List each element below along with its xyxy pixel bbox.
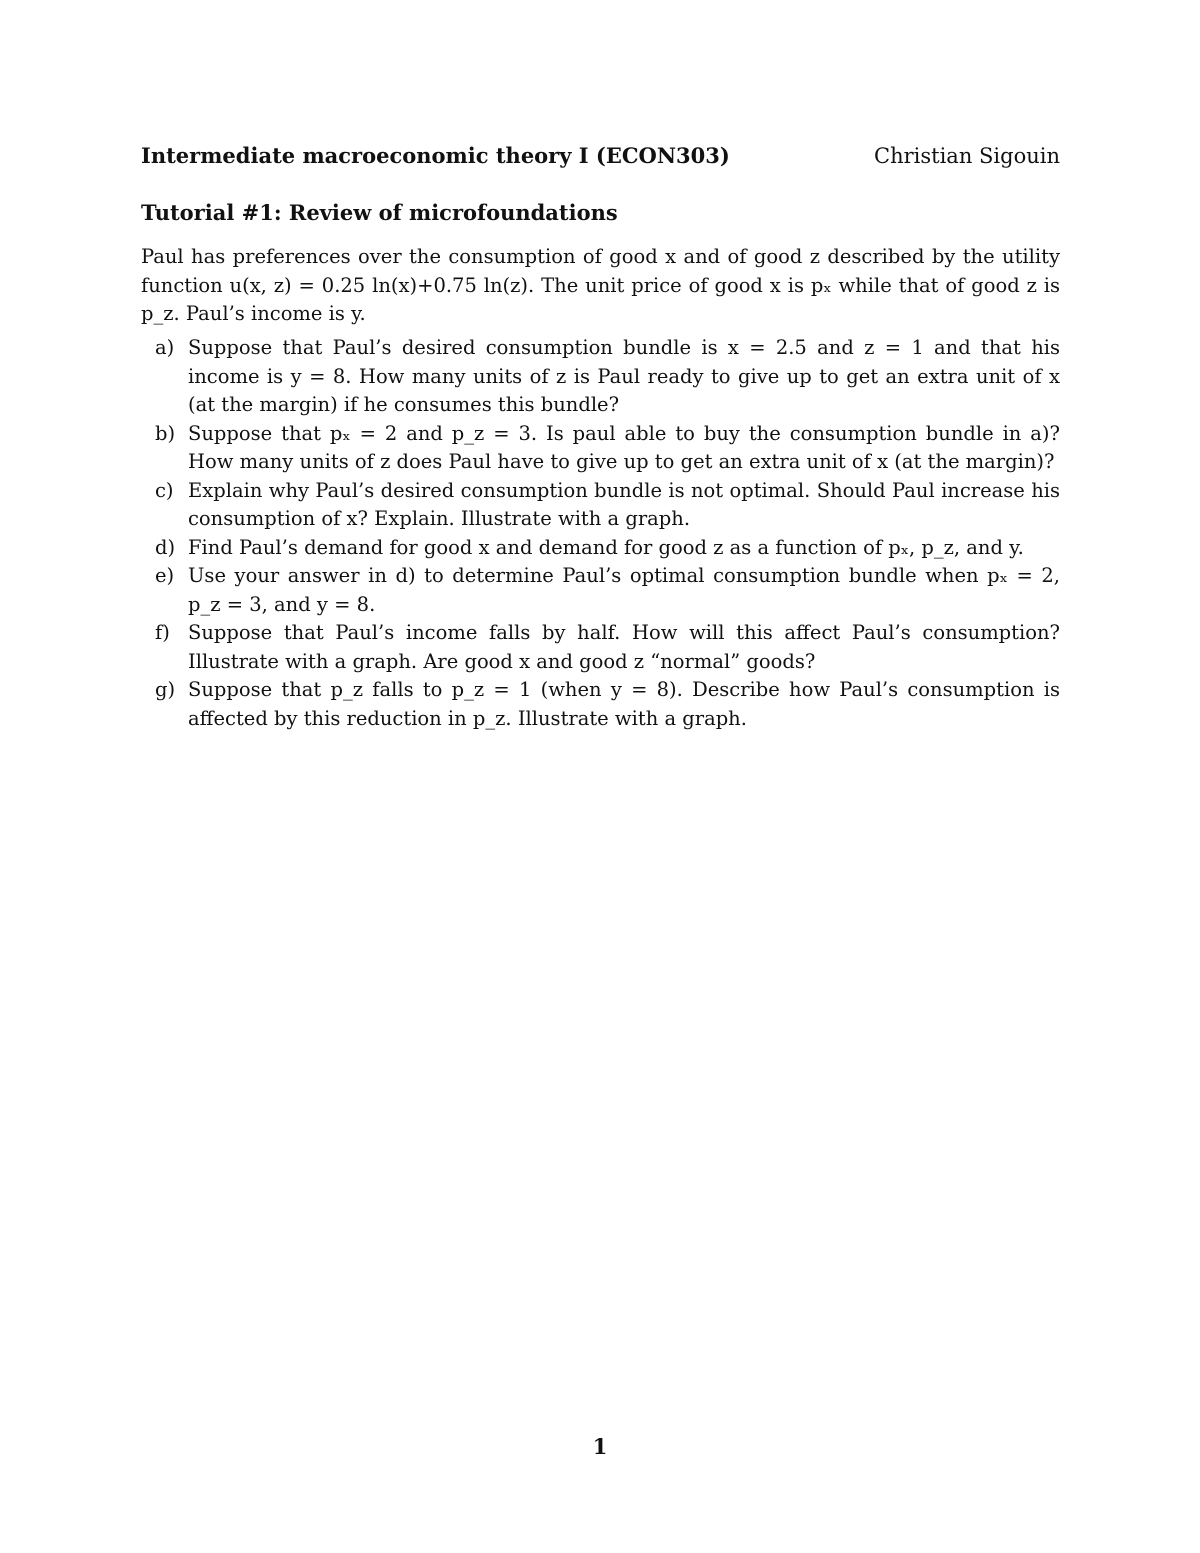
question-text: Suppose that pₓ = 2 and p_z = 3. Is paul able to buy the consumption bundle in a)? How many units of z does Paul have to give up to get an extra unit of x (at the margin)? [188, 421, 1060, 473]
question-g [141, 676, 1060, 733]
question-marker: b) [155, 421, 176, 445]
question-c [141, 477, 1060, 534]
course-title: Intermediate macroeconomic theory I (ECON303) [141, 143, 730, 168]
question-e [141, 562, 1060, 619]
question-d [141, 534, 1060, 563]
question-marker: f) [155, 621, 170, 644]
question-marker: e) [155, 564, 175, 587]
question-text: Suppose that Paul’s income falls by half. How will this affect Paul’s consumption? Illustrate with a graph. Are good x and good z “normal” goods? [188, 621, 1060, 673]
question-list [141, 334, 1060, 733]
question-b [141, 420, 1060, 477]
question-text: Use your answer in d) to determine Paul’s optimal consumption bundle when pₓ = 2, p_z = 3, and y = 8. [188, 564, 1060, 616]
question-a [141, 334, 1060, 420]
page-number: 1 [592, 1434, 608, 1459]
question-marker: g) [155, 678, 176, 701]
question-f [141, 619, 1060, 676]
author-name: Christian Sigouin [874, 144, 1060, 168]
question-marker: c) [155, 478, 174, 502]
question-text: Explain why Paul’s desired consumption bundle is not optimal. Should Paul increase his consumption of x? Explain. Illustrate with a graph. [188, 478, 1060, 530]
question-text: Find Paul’s demand for good x and demand for good z as a function of pₓ, p_z, and y. [188, 535, 1024, 559]
question-marker: a) [155, 336, 175, 359]
document-header [141, 143, 1060, 168]
tutorial-title: Tutorial #1: Review of microfoundations [141, 200, 618, 225]
question-marker: d) [155, 535, 176, 559]
intro-paragraph: Paul has preferences over the consumption of good x and of good z described by the utility function u(x, z) = 0.25 ln(x)+0.75 ln(z). The unit price of good x is pₓ while that of good z is p_z. Paul’s income is y. [141, 245, 1060, 325]
question-text: Suppose that Paul’s desired consumption bundle is x = 2.5 and z = 1 and that his income is y = 8. How many units of z is Paul ready to give up to get an extra unit of x (at the margin) if he consumes this bundle? [188, 336, 1060, 416]
question-text: Suppose that p_z falls to p_z = 1 (when y = 8). Describe how Paul’s consumption is affected by this reduction in p_z. Illustrate with a graph. [188, 678, 1060, 730]
